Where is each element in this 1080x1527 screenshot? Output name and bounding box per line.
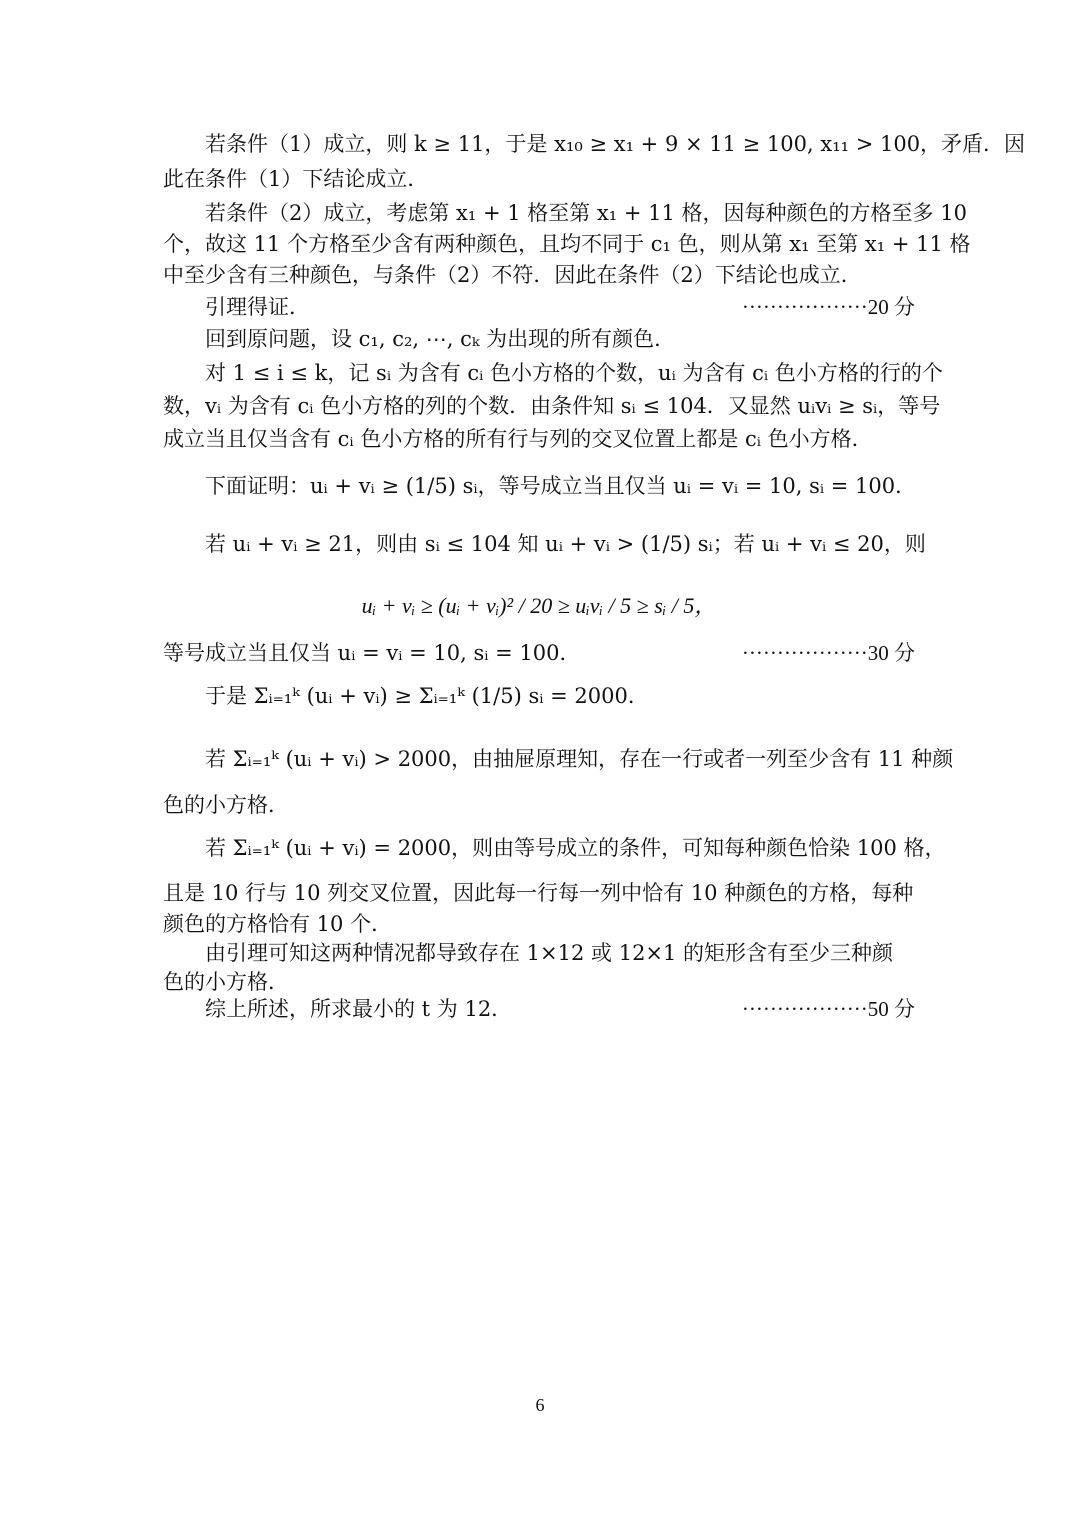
text-line: 若条件（1）成立，则 k ≥ 11，于是 x₁₀ ≥ x₁ + 9 × 11 ≥ 100, x₁₁ > 100，矛盾．因 [205,132,1026,156]
text-line: 于是 Σᵢ₌₁ᵏ (uᵢ + vᵢ) ≥ Σᵢ₌₁ᵏ (1/5) sᵢ = 2000． [205,684,649,708]
text-line: 等号成立当且仅当 uᵢ = vᵢ = 10, sᵢ = 100． ··················30 分 [163,637,915,669]
text-line: 色的小方格． [163,793,289,817]
text-line: 综上所述，所求最小的 t 为 12． ··················50 分 [163,993,915,1025]
text-line: 对 1 ≤ i ≤ k，记 sᵢ 为含有 cᵢ 色小方格的个数，uᵢ 为含有 cᵢ 色小方格的行的个 [205,361,943,385]
text-line: 颜色的方格恰有 10 个． [163,912,393,936]
text-line: 若 Σᵢ₌₁ᵏ (uᵢ + vᵢ) > 2000，由抽屉原理知，存在一行或者一列至少含有 11 种颜 [205,747,954,771]
score-marker: ··················50 分 [741,997,915,1021]
display-equation: uᵢ + vᵢ ≥ (uᵢ + vᵢ)² / 20 ≥ uᵢvᵢ / 5 ≥ sᵢ / 5， [361,593,717,618]
text-line: 若 uᵢ + vᵢ ≥ 21，则由 sᵢ ≤ 104 知 uᵢ + vᵢ > (1/5) sᵢ；若 uᵢ + vᵢ ≤ 20，则 [205,532,926,556]
text-line: 引理得证． ··················20 分 [163,291,915,323]
text-line: 色的小方格． [163,970,289,994]
score-marker: ··················20 分 [741,295,915,319]
text-line: 由引理可知这两种情况都导致存在 1×12 或 12×1 的矩形含有至少三种颜 [205,941,894,965]
text-line: 中至少含有三种颜色，与条件（2）不符．因此在条件（2）下结论也成立． [163,263,862,287]
text-line: 若条件（2）成立，考虑第 x₁ + 1 格至第 x₁ + 11 格，因每种颜色的方格至多 10 [205,201,967,225]
text-line: 若 Σᵢ₌₁ᵏ (uᵢ + vᵢ) = 2000，则由等号成立的条件，可知每种颜色恰染 100 格， [205,836,946,860]
text-line: 数，vᵢ 为含有 cᵢ 色小方格的列的个数．由条件知 sᵢ ≤ 104．又显然 uᵢvᵢ ≥ sᵢ，等号 [163,394,941,418]
text-line: 下面证明：uᵢ + vᵢ ≥ (1/5) sᵢ，等号成立当且仅当 uᵢ = vᵢ = 10, sᵢ = 100． [205,474,917,498]
text-line: 个，故这 11 个方格至少含有两种颜色，且均不同于 c₁ 色，则从第 x₁ 至第 x₁ + 11 格 [163,232,971,256]
score-marker: ··················30 分 [741,641,915,665]
page-number: 6 [535,1395,545,1415]
text-line: 回到原问题，设 c₁, c₂, ⋯, cₖ 为出现的所有颜色． [205,327,676,351]
text-line: 且是 10 行与 10 列交叉位置，因此每一行每一列中恰有 10 种颜色的方格，每种 [163,881,914,905]
text-line: 此在条件（1）下结论成立． [163,167,429,191]
text-line: 成立当且仅当含有 cᵢ 色小方格的所有行与列的交叉位置上都是 cᵢ 色小方格． [163,427,873,451]
